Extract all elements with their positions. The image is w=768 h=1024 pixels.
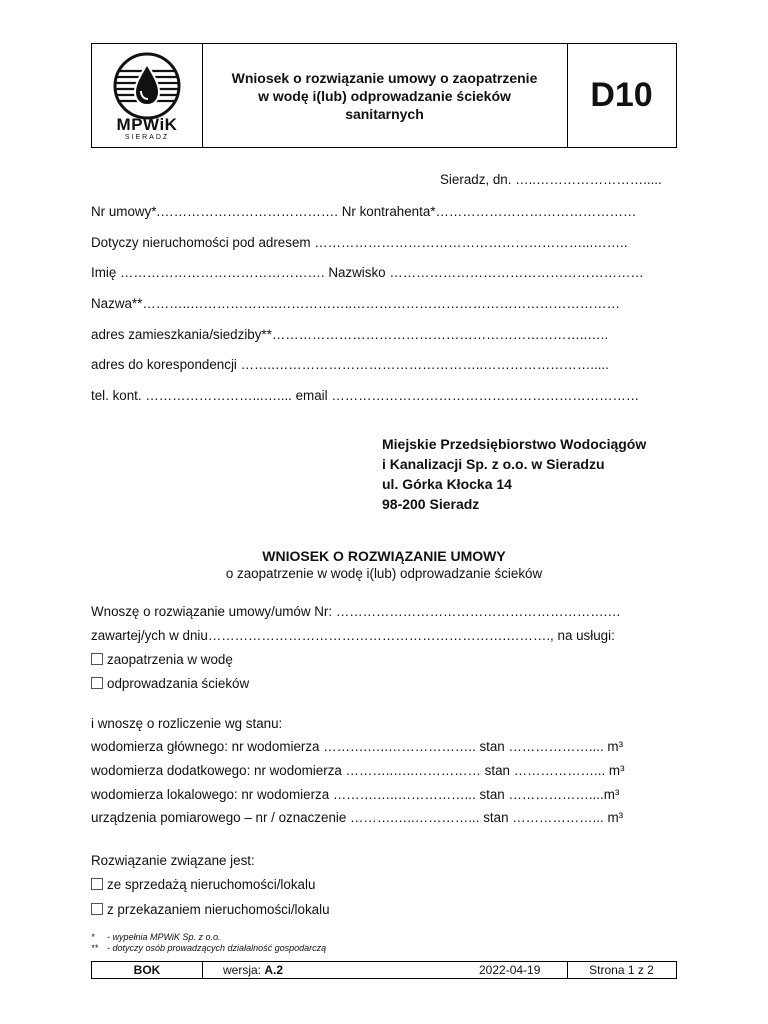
footnote-mark: **: [91, 943, 99, 953]
document-title: [202, 44, 568, 147]
footer-page: Strona 1 z 2: [589, 963, 654, 977]
place-date-field[interactable]: Sieradz, dn. …..…………………….....: [440, 172, 662, 187]
logo-subtext: SIERADZ: [124, 134, 170, 141]
version-label: wersja:: [223, 963, 262, 977]
option-label: ze sprzedażą nieruchomości/lokalu: [107, 877, 316, 892]
title-line: w wodę i(lub) odprowadzanie ścieków: [258, 87, 511, 104]
form-code: D10: [590, 76, 653, 114]
additional-meter-field[interactable]: wodomierza dodatkowego: nr wodomierza ………..…..…………… stan ………………... m³: [91, 763, 625, 778]
footnote-text: - wypełnia MPWiK Sp. z o.o.: [107, 932, 221, 942]
residence-address-field[interactable]: adres zamieszkania/siedziby**……………………………………………………………..…..: [91, 327, 609, 342]
recipient-line: i Kanalizacji Sp. z o.o. w Sieradzu: [382, 456, 605, 472]
contact-field[interactable]: tel. kont. ……………………...….... email ……………………………………………………………: [91, 388, 640, 403]
section-subtitle: o zaopatrzenie w wodę i(lub) odprowadzanie ścieków: [225, 566, 543, 581]
footnote-text: - dotyczy osób prowadzących działalność gospodarczą: [107, 943, 327, 953]
checkbox-icon[interactable]: [91, 903, 103, 915]
contract-number-field[interactable]: Nr umowy*.…………………………………. Nr kontrahenta*………………………………………: [91, 204, 637, 219]
option-transfer[interactable]: [91, 902, 330, 917]
main-meter-field[interactable]: wodomierza głównego: nr wodomierza ……….…..……………….. stan ……………….... m³: [91, 739, 624, 754]
logo-cell: [92, 44, 203, 147]
title-line: Wniosek o rozwiązanie umowy o zaopatrzenie: [231, 69, 538, 86]
section-title: WNIOSEK O ROZWIĄZANIE UMOWY: [262, 548, 506, 564]
checkbox-icon[interactable]: [91, 677, 103, 689]
company-name-field[interactable]: Nazwa**………..………………..……………..……………………………………………………: [91, 296, 620, 311]
footnote-mark: *: [91, 932, 95, 942]
footer-date: 2022-04-19: [479, 963, 541, 977]
checkbox-icon[interactable]: [91, 878, 103, 890]
reason-intro: Rozwiązanie związane jest:: [91, 853, 255, 868]
agreement-date-field[interactable]: zawartej/ych w dniu………………………………………………………….………., na usługi:: [91, 628, 615, 643]
recipient-line: Miejskie Przedsiębiorstwo Wodociągów: [382, 436, 647, 452]
option-sewage[interactable]: [91, 676, 249, 691]
footer-dept: BOK: [133, 963, 161, 977]
correspondence-address-field[interactable]: adres do korespondencji ……..………………………………………..…………………….....: [91, 357, 609, 372]
option-sale[interactable]: [91, 877, 315, 892]
option-water-supply[interactable]: [91, 652, 233, 667]
property-address-field[interactable]: Dotyczy nieruchomości pod adresem ……………………………………………………...……..: [91, 235, 628, 250]
local-meter-field[interactable]: wodomierza lokalowego: nr wodomierza ……….…..……………... stan ………………....m³: [91, 787, 620, 802]
option-label: odprowadzania ścieków: [107, 676, 250, 691]
option-label: zaopatrzenia w wodę: [107, 652, 233, 667]
title-line: sanitarnych: [345, 105, 424, 122]
recipient-line: 98-200 Sieradz: [382, 496, 480, 512]
option-label: z przekazaniem nieruchomości/lokalu: [107, 902, 330, 917]
footer-table: [91, 961, 677, 979]
measuring-device-field[interactable]: urządzenia pomiarowego – nr / oznaczenie ……….…..…………... stan ………………... m³: [91, 810, 624, 825]
name-surname-field[interactable]: Imię ………………………………………. Nazwisko …………………………………………………: [91, 265, 644, 280]
document-header: [91, 43, 677, 148]
version-value: A.2: [264, 963, 284, 977]
agreement-number-field[interactable]: Wnoszę o rozwiązanie umowy/umów Nr: …………………………………………………….…: [91, 604, 621, 619]
settlement-intro: i wnoszę o rozliczenie wg stanu:: [91, 716, 283, 731]
footer-version: [223, 962, 283, 978]
logo-text: MPWiK: [116, 115, 178, 134]
recipient-line: ul. Górka Kłocka 14: [382, 476, 512, 492]
checkbox-icon[interactable]: [91, 653, 103, 665]
footnote-1: [91, 932, 220, 942]
footnote-2: [91, 943, 326, 953]
